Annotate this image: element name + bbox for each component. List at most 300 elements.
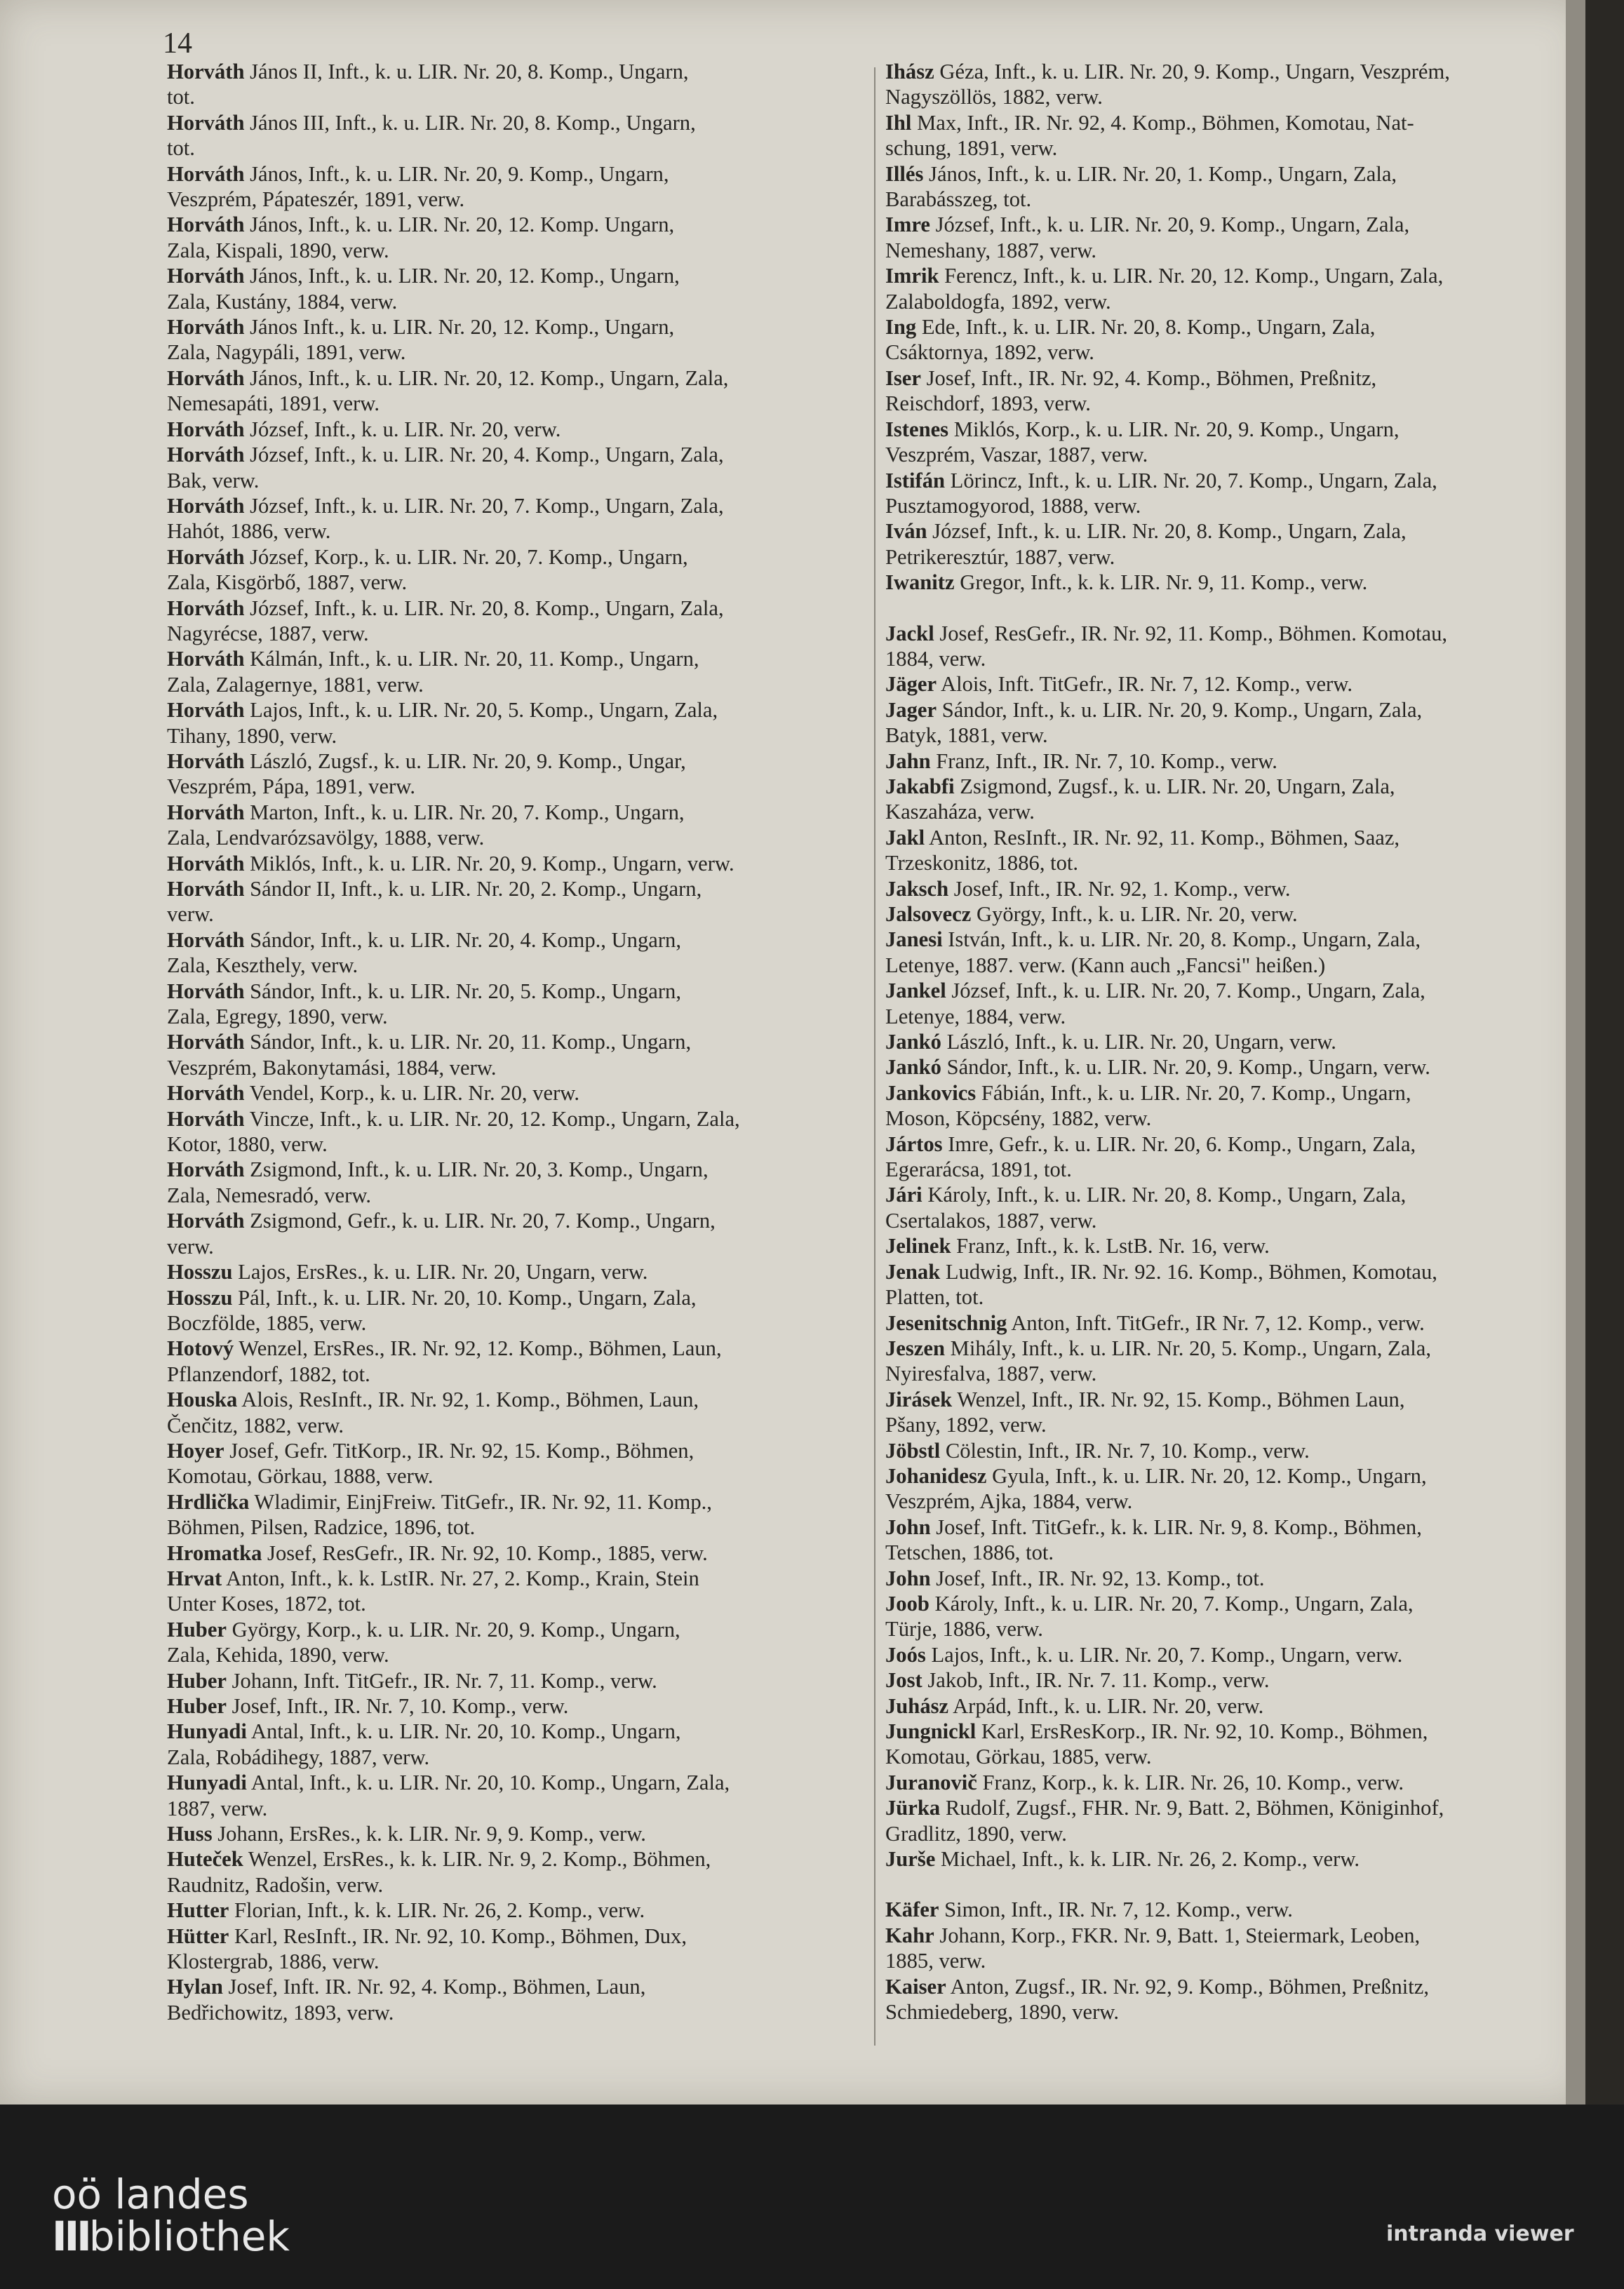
list-entry	[885, 442, 1566, 467]
list-entry	[885, 876, 1566, 901]
entry-details: Kotor, 1880, verw.	[167, 1132, 328, 1157]
entry-details: Kálmán, Inft., k. u. LIR. Nr. 20, 11. Komp., Ungarn,	[244, 647, 699, 671]
list-entry	[167, 468, 868, 493]
list-entry	[167, 1846, 868, 1872]
entry-details: Arpád, Inft., k. u. LIR. Nr. 20, verw.	[948, 1693, 1264, 1718]
entry-surname: Jankó	[885, 1055, 941, 1080]
list-entry	[885, 1897, 1566, 1922]
entry-details: Josef, Inft. TitGefr., k. k. LIR. Nr. 9, 8. Komp., Böhmen,	[930, 1515, 1422, 1539]
list-entry	[885, 799, 1566, 824]
list-entry	[885, 238, 1566, 263]
list-entry	[885, 1719, 1566, 1744]
list-entry	[167, 1872, 868, 1898]
entry-details: Egerarácsa, 1891, tot.	[885, 1157, 1072, 1182]
list-entry	[885, 1438, 1566, 1463]
list-entry	[167, 1132, 868, 1157]
entry-surname: Hromatka	[167, 1540, 262, 1565]
list-entry	[885, 1463, 1566, 1489]
list-entry	[167, 1821, 868, 1846]
entry-details: Ludwig, Inft., IR. Nr. 92. 16. Komp., Böhmen, Komotau,	[940, 1259, 1437, 1284]
entry-details: Batyk, 1881, verw.	[885, 723, 1048, 748]
section-gap	[885, 596, 1566, 621]
entry-details: László, Inft., k. u. LIR. Nr. 20, Ungarn, verw.	[941, 1030, 1336, 1054]
entry-details: Karl, ResInft., IR. Nr. 92, 10. Komp., Böhmen, Dux,	[229, 1924, 687, 1948]
right-column	[885, 59, 1566, 2025]
list-entry	[885, 1284, 1566, 1310]
list-entry	[885, 84, 1566, 109]
entry-details: Kaszaháza, verw.	[885, 800, 1035, 824]
entry-details: Zsigmond, Zugsf., k. u. LIR. Nr. 20, Ungarn, Zala,	[954, 774, 1395, 798]
entry-surname: Jackl	[885, 621, 934, 645]
list-entry	[167, 1719, 868, 1744]
list-entry	[167, 1234, 868, 1259]
entry-details: Komotau, Görkau, 1885, verw.	[885, 1745, 1152, 1769]
entry-details: Gradlitz, 1890, verw.	[885, 1821, 1067, 1846]
entry-details: Veszprém, Bakonytamási, 1884, verw.	[167, 1055, 497, 1080]
list-entry	[167, 1924, 868, 1949]
entry-details: Gregor, Inft., k. k. LIR. Nr. 9, 11. Komp., verw.	[954, 570, 1368, 595]
entry-surname: Hrvat	[167, 1566, 222, 1590]
entry-surname: Kaiser	[885, 1974, 946, 1999]
list-entry	[885, 289, 1566, 314]
entry-details: 1887, verw.	[167, 1796, 268, 1820]
list-entry	[167, 1617, 868, 1642]
entry-details: Lajos, Inft., k. u. LIR. Nr. 20, 5. Komp., Ungarn, Zala,	[244, 698, 718, 723]
entry-surname: Istenes	[885, 417, 949, 441]
entry-details: János III, Inft., k. u. LIR. Nr. 20, 8. Komp., Ungarn,	[244, 110, 696, 135]
entry-details: Johann, Inft. TitGefr., IR. Nr. 7, 11. Komp., verw.	[226, 1668, 657, 1693]
list-entry	[885, 1208, 1566, 1233]
entry-details: Veszprém, Pápa, 1891, verw.	[167, 774, 415, 799]
logo-line-1: oö landes	[52, 2170, 249, 2218]
entry-details: Johann, ErsRes., k. k. LIR. Nr. 9, 9. Komp., verw.	[212, 1822, 646, 1846]
entry-details: Zala, Zalagernye, 1881, verw.	[167, 672, 424, 697]
entry-details: József, Inft., k. u. LIR. Nr. 20, verw.	[244, 417, 561, 441]
entry-details: Zala, Lendvarózsavölgy, 1888, verw.	[167, 826, 485, 850]
entry-surname: Horváth	[167, 979, 245, 1003]
entry-surname: Jager	[885, 697, 937, 722]
list-entry	[885, 825, 1566, 850]
entry-details: Alois, ResInft., IR. Nr. 92, 1. Komp., Böhmen, Laun,	[237, 1388, 699, 1412]
entry-surname: Juranovič	[885, 1770, 977, 1794]
list-entry	[167, 570, 868, 595]
list-entry	[885, 1029, 1566, 1054]
list-entry	[167, 723, 868, 749]
list-entry	[167, 1004, 868, 1029]
entry-surname: Jahn	[885, 749, 931, 773]
list-entry	[885, 570, 1566, 595]
entry-details: Károly, Inft., k. u. LIR. Nr. 20, 7. Komp., Ungarn, Zala,	[929, 1591, 1414, 1616]
entry-surname: Iser	[885, 365, 921, 390]
list-entry	[167, 749, 868, 774]
entry-details: Josef, Inft., IR. Nr. 92, 4. Komp., Böhmen, Preßnitz,	[920, 365, 1377, 390]
list-entry	[885, 1515, 1566, 1540]
list-entry	[885, 1080, 1566, 1106]
entry-surname: Huber	[167, 1668, 227, 1693]
entry-surname: Iván	[885, 519, 927, 544]
entry-surname: Jurše	[885, 1847, 936, 1872]
entry-details: Vendel, Korp., k. u. LIR. Nr. 20, verw.	[244, 1081, 580, 1106]
list-entry	[167, 2000, 868, 2025]
list-entry	[167, 1055, 868, 1080]
entry-surname: Jankel	[885, 979, 946, 1003]
list-entry	[167, 596, 868, 621]
list-entry	[885, 468, 1566, 493]
list-entry	[167, 1898, 868, 1923]
entry-surname: Hylan	[167, 1975, 223, 1999]
entry-surname: Hoyer	[167, 1438, 224, 1463]
entry-surname: Jári	[885, 1183, 922, 1207]
entry-surname: Kahr	[885, 1923, 934, 1947]
list-entry	[167, 1745, 868, 1770]
entry-details: Veszprém, Vaszar, 1887, verw.	[885, 443, 1148, 467]
list-entry	[167, 1770, 868, 1795]
entry-surname: Jelinek	[885, 1234, 951, 1258]
entry-details: Sándor, Inft., k. u. LIR. Nr. 20, 4. Komp., Ungarn,	[244, 927, 681, 952]
list-entry	[167, 1080, 868, 1106]
entry-details: Nagyszöllös, 1882, verw.	[885, 85, 1103, 109]
entry-details: Tetschen, 1886, tot.	[885, 1540, 1054, 1565]
entry-details: János, Inft., k. u. LIR. Nr. 20, 12. Komp. Ungarn,	[244, 213, 675, 237]
entry-surname: Horváth	[167, 1106, 245, 1131]
entry-surname: Jankovics	[885, 1080, 977, 1105]
entry-details: Anton, Inft. TitGefr., IR Nr. 7, 12. Komp., verw.	[1007, 1310, 1425, 1335]
entry-details: Zala, Kehida, 1890, verw.	[167, 1643, 389, 1667]
list-entry	[167, 238, 868, 263]
list-entry	[885, 1132, 1566, 1157]
list-entry	[885, 1999, 1566, 2025]
list-entry	[167, 110, 868, 135]
entry-surname: Horváth	[167, 161, 245, 186]
section-gap	[885, 1872, 1566, 1897]
list-entry	[167, 1259, 868, 1284]
list-entry	[885, 1310, 1566, 1336]
entry-details: Pál, Inft., k. u. LIR. Nr. 20, 10. Komp., Ungarn, Zala,	[232, 1285, 697, 1310]
list-entry	[167, 953, 868, 978]
list-entry	[885, 1182, 1566, 1207]
entry-surname: Illés	[885, 161, 924, 186]
entry-details: Komotau, Görkau, 1888, verw.	[167, 1464, 434, 1489]
entry-details: Max, Inft., IR. Nr. 92, 4. Komp., Böhmen, Komotau, Nat-	[911, 110, 1414, 135]
entry-details: Géza, Inft., k. u. LIR. Nr. 20, 9. Komp., Ungarn, Veszprém,	[934, 60, 1450, 83]
entry-surname: Iwanitz	[885, 570, 955, 595]
list-entry	[885, 1336, 1566, 1361]
entry-details: Miklós, Inft., k. u. LIR. Nr. 20, 9. Komp., Ungarn, verw.	[244, 851, 734, 875]
entry-surname: Imrik	[885, 264, 939, 288]
entry-details: Tihany, 1890, verw.	[167, 723, 337, 748]
entry-details: Wladimir, EinjFreiw. TitGefr., IR. Nr. 92, 11. Komp.,	[249, 1489, 712, 1514]
entry-surname: Istifán	[885, 468, 945, 492]
list-entry	[167, 493, 868, 518]
entry-details: Barabásszeg, tot.	[885, 187, 1032, 212]
entry-details: János II, Inft., k. u. LIR. Nr. 20, 8. Komp., Ungarn,	[244, 60, 689, 83]
entry-details: Sándor, Inft., k. u. LIR. Nr. 20, 9. Komp., Ungarn, Zala,	[937, 697, 1423, 722]
list-entry	[885, 1667, 1566, 1693]
list-entry	[885, 1974, 1566, 1999]
entry-details: Türje, 1886, verw.	[885, 1617, 1043, 1642]
entry-details: József, Korp., k. u. LIR. Nr. 20, 7. Komp., Ungarn,	[244, 544, 688, 569]
entry-surname: Horváth	[167, 213, 245, 237]
left-column	[167, 59, 868, 2025]
entry-details: tot.	[167, 136, 195, 161]
entry-surname: Horváth	[167, 264, 245, 288]
entry-details: József, Inft., k. u. LIR. Nr. 20, 8. Komp., Ungarn, Zala,	[927, 519, 1407, 544]
list-entry	[167, 365, 868, 391]
entry-details: József, Inft., k. u. LIR. Nr. 20, 4. Komp., Ungarn, Zala,	[244, 443, 724, 467]
entry-surname: Jeszen	[885, 1336, 945, 1360]
list-entry	[885, 1106, 1566, 1131]
list-entry	[885, 671, 1566, 697]
list-entry	[167, 417, 868, 442]
entry-surname: Jesenitschnig	[885, 1310, 1007, 1335]
entry-surname: Horváth	[167, 800, 245, 824]
list-entry	[885, 978, 1566, 1003]
entry-details: Csertalakos, 1887, verw.	[885, 1208, 1097, 1233]
list-entry	[885, 723, 1566, 748]
entry-surname: Horváth	[167, 1157, 245, 1182]
logo-line-2	[52, 2213, 290, 2260]
list-entry	[885, 544, 1566, 570]
logo-bars: III	[52, 2213, 89, 2260]
entry-surname: Hunyadi	[167, 1719, 247, 1744]
entry-details: Ede, Inft., k. u. LIR. Nr. 20, 8. Komp., Ungarn, Zala,	[916, 315, 1376, 340]
list-entry	[885, 1387, 1566, 1412]
entry-details: Karl, ErsResKorp., IR. Nr. 92, 10. Komp., Böhmen,	[976, 1719, 1428, 1743]
entry-surname: Jártos	[885, 1132, 943, 1156]
list-entry	[885, 1540, 1566, 1565]
entry-details: József, Inft., k. u. LIR. Nr. 20, 9. Komp., Ungarn, Zala,	[930, 213, 1410, 237]
entry-details: János, Inft., k. u. LIR. Nr. 20, 12. Komp., Ungarn, Zala,	[244, 365, 729, 390]
entry-details: Schmiedeberg, 1890, verw.	[885, 2000, 1120, 2025]
entry-details: Marton, Inft., k. u. LIR. Nr. 20, 7. Komp., Ungarn,	[244, 800, 685, 824]
entry-details: Lajos, ErsRes., k. u. LIR. Nr. 20, Ungarn, verw.	[232, 1260, 648, 1284]
entry-details: János, Inft., k. u. LIR. Nr. 20, 12. Komp., Ungarn,	[244, 264, 680, 288]
list-entry	[167, 340, 868, 365]
entry-details: Pflanzendorf, 1882, tot.	[167, 1362, 370, 1386]
list-entry	[167, 1642, 868, 1667]
entry-details: Zala, Kisgörbő, 1887, verw.	[167, 570, 408, 595]
entry-surname: Horváth	[167, 851, 245, 875]
entry-details: Nyiresfalva, 1887, verw.	[885, 1362, 1097, 1386]
entry-surname: Horváth	[167, 749, 245, 773]
entry-details: Zala, Robádihegy, 1887, verw.	[167, 1745, 430, 1769]
entry-details: Letenye, 1887. verw. (Kann auch „Fancsi" heißen.)	[885, 953, 1326, 977]
entry-details: Klostergrab, 1886, verw.	[167, 1949, 380, 1974]
entry-details: Bak, verw.	[167, 468, 260, 492]
list-entry	[167, 800, 868, 825]
list-entry	[885, 1744, 1566, 1769]
list-entry	[167, 212, 868, 237]
viewer-label[interactable]: intranda viewer	[1386, 2222, 1574, 2246]
entry-details: Raudnitz, Radošin, verw.	[167, 1872, 384, 1897]
list-entry	[885, 621, 1566, 646]
entry-details: Mihály, Inft., k. u. LIR. Nr. 20, 5. Komp., Ungarn, Zala,	[944, 1336, 1432, 1360]
list-entry	[885, 774, 1566, 799]
entry-details: János, Inft., k. u. LIR. Nr. 20, 1. Komp., Ungarn, Zala,	[923, 161, 1397, 186]
entry-surname: Horváth	[167, 365, 245, 390]
list-entry	[885, 1489, 1566, 1514]
entry-surname: Horváth	[167, 1209, 245, 1233]
list-entry	[167, 621, 868, 646]
entry-details: 1884, verw.	[885, 646, 986, 671]
list-entry	[167, 672, 868, 697]
entry-details: Sándor, Inft., k. u. LIR. Nr. 20, 11. Komp., Ungarn,	[244, 1030, 692, 1054]
list-entry	[885, 263, 1566, 288]
entry-surname: John	[885, 1566, 931, 1590]
list-entry	[885, 365, 1566, 391]
entry-details: Trzeskonitz, 1886, tot.	[885, 851, 1079, 875]
list-entry	[167, 1387, 868, 1412]
entry-surname: Ihász	[885, 60, 934, 83]
entry-surname: Käfer	[885, 1898, 939, 1922]
list-entry	[167, 1489, 868, 1515]
list-entry	[167, 1693, 868, 1719]
list-entry	[167, 84, 868, 109]
list-entry	[885, 59, 1566, 84]
list-entry	[885, 1004, 1566, 1029]
entry-surname: Horváth	[167, 596, 245, 620]
entry-surname: Horváth	[167, 544, 245, 569]
entry-surname: Ihl	[885, 110, 912, 135]
entry-surname: Horváth	[167, 698, 245, 723]
entry-surname: Jürka	[885, 1796, 941, 1820]
entry-details: Lajos, Inft., k. u. LIR. Nr. 20, 7. Komp., Ungarn, verw.	[925, 1642, 1403, 1667]
entry-surname: Horváth	[167, 417, 245, 441]
entry-details: Ferencz, Inft., k. u. LIR. Nr. 20, 12. Komp., Ungarn, Zala,	[939, 264, 1444, 288]
entry-details: Zsigmond, Inft., k. u. LIR. Nr. 20, 3. Komp., Ungarn,	[244, 1157, 709, 1182]
entry-details: Josef, Gefr. TitKorp., IR. Nr. 92, 15. Komp., Böhmen,	[224, 1438, 694, 1463]
entry-surname: Jost	[885, 1668, 922, 1693]
list-entry	[167, 697, 868, 723]
list-entry	[885, 1054, 1566, 1080]
entry-surname: Jungnickl	[885, 1719, 977, 1743]
list-entry	[885, 340, 1566, 365]
list-entry	[885, 161, 1566, 187]
entry-details: Károly, Inft., k. u. LIR. Nr. 20, 8. Komp., Ungarn, Zala,	[922, 1183, 1407, 1207]
entry-surname: Hütter	[167, 1924, 229, 1948]
list-entry	[167, 1413, 868, 1438]
list-entry	[885, 1846, 1566, 1872]
entry-details: Zala, Egregy, 1890, verw.	[167, 1005, 388, 1029]
entry-details: Letenye, 1884, verw.	[885, 1004, 1066, 1028]
entry-details: Zala, Kustány, 1884, verw.	[167, 289, 398, 314]
entry-details: József, Inft., k. u. LIR. Nr. 20, 8. Komp., Ungarn, Zala,	[244, 596, 724, 620]
entry-surname: Jenak	[885, 1259, 941, 1284]
list-entry	[885, 1616, 1566, 1642]
entry-details: Boczfölde, 1885, verw.	[167, 1310, 367, 1335]
entry-details: Wenzel, ErsRes., IR. Nr. 92, 12. Komp., Böhmen, Laun,	[234, 1336, 722, 1361]
list-entry	[885, 1693, 1566, 1719]
entry-details: Nemeshany, 1887, verw.	[885, 238, 1097, 262]
entry-details: Zala, Nemesradó, verw.	[167, 1183, 372, 1207]
list-entry	[885, 1591, 1566, 1616]
logo-text: bibliothek	[88, 2213, 290, 2260]
entry-details: Imre, Gefr., k. u. LIR. Nr. 20, 6. Komp., Ungarn, Zala,	[942, 1132, 1416, 1156]
list-entry	[885, 749, 1566, 774]
entry-surname: Hunyadi	[167, 1771, 247, 1795]
list-entry	[885, 1157, 1566, 1182]
entry-surname: Jankó	[885, 1030, 941, 1054]
entry-details: Zala, Kispali, 1890, verw.	[167, 238, 389, 262]
list-entry	[167, 1796, 868, 1821]
entry-details: Anton, Inft., k. k. LstIR. Nr. 27, 2. Komp., Krain, Stein	[222, 1566, 699, 1590]
list-entry	[167, 518, 868, 544]
entry-surname: Jäger	[885, 672, 937, 697]
entry-surname: Hutter	[167, 1898, 229, 1923]
entry-details: Antal, Inft., k. u. LIR. Nr. 20, 10. Komp., Ungarn,	[246, 1719, 681, 1744]
list-entry	[885, 1770, 1566, 1795]
entry-details: Josef, Inft. IR. Nr. 92, 4. Komp., Böhmen, Laun,	[222, 1975, 646, 1999]
entry-details: Lörincz, Inft., k. u. LIR. Nr. 20, 7. Komp., Ungarn, Zala,	[945, 468, 1437, 492]
entry-details: Alois, Inft. TitGefr., IR. Nr. 7, 12. Komp., verw.	[937, 672, 1353, 697]
list-entry	[885, 135, 1566, 161]
entry-details: Cölestin, Inft., IR. Nr. 7, 10. Komp., verw.	[940, 1438, 1310, 1463]
entry-details: János, Inft., k. u. LIR. Nr. 20, 9. Komp., Ungarn,	[244, 161, 669, 186]
list-entry	[885, 1233, 1566, 1258]
entry-details: Zala, Keszthely, verw.	[167, 953, 358, 978]
entry-surname: Hotový	[167, 1336, 234, 1361]
entry-details: Nemesapáti, 1891, verw.	[167, 391, 380, 416]
list-entry	[167, 1157, 868, 1182]
entry-surname: Janesi	[885, 927, 943, 952]
entry-details: Gyula, Inft., k. u. LIR. Nr. 20, 12. Komp., Ungarn,	[986, 1463, 1427, 1488]
entry-surname: Huber	[167, 1694, 227, 1718]
library-logo[interactable]	[52, 2170, 290, 2260]
list-entry	[167, 646, 868, 671]
list-entry	[885, 1821, 1566, 1846]
list-entry	[167, 1208, 868, 1233]
list-entry	[167, 391, 868, 416]
entry-details: tot.	[167, 85, 195, 109]
list-entry	[167, 927, 868, 953]
entry-details: Rudolf, Zugsf., FHR. Nr. 9, Batt. 2, Böhmen, Königinhof,	[940, 1796, 1444, 1820]
entry-surname: Jirásek	[885, 1387, 953, 1411]
entry-surname: Jaksch	[885, 876, 949, 901]
entry-surname: Jöbstl	[885, 1438, 941, 1463]
entry-surname: Horváth	[167, 1081, 245, 1106]
list-entry	[167, 263, 868, 288]
entry-surname: Johanidesz	[885, 1463, 987, 1488]
entry-details: Franz, Inft., k. k. LstB. Nr. 16, verw.	[951, 1234, 1270, 1258]
entry-details: László, Zugsf., k. u. LIR. Nr. 20, 9. Komp., Ungar,	[244, 749, 686, 773]
page-number: 14	[163, 27, 192, 60]
list-entry	[167, 1668, 868, 1693]
list-entry	[167, 1310, 868, 1336]
list-entry	[885, 1642, 1566, 1667]
column-divider	[874, 67, 875, 2046]
entry-details: Platten, tot.	[885, 1285, 984, 1310]
list-entry	[167, 1515, 868, 1540]
list-entry	[885, 1923, 1566, 1948]
entry-details: Vincze, Inft., k. u. LIR. Nr. 20, 12. Komp., Ungarn, Zala,	[244, 1106, 740, 1131]
entry-details: István, Inft., k. u. LIR. Nr. 20, 8. Komp., Ungarn, Zala,	[942, 927, 1421, 952]
entry-surname: Joob	[885, 1591, 930, 1616]
entry-details: József, Inft., k. u. LIR. Nr. 20, 7. Komp., Ungarn, Zala,	[946, 979, 1425, 1003]
entry-surname: Jakabfi	[885, 774, 955, 798]
entry-details: Sándor II, Inft., k. u. LIR. Nr. 20, 2. Komp., Ungarn,	[244, 877, 702, 901]
entry-surname: Ing	[885, 315, 917, 340]
list-entry	[167, 876, 868, 901]
list-entry	[885, 697, 1566, 723]
entry-details: Florian, Inft., k. k. LIR. Nr. 26, 2. Komp., verw.	[229, 1898, 645, 1923]
entry-details: Bedřichowitz, 1893, verw.	[167, 2000, 394, 2025]
entry-details: Pusztamogyorod, 1888, verw.	[885, 493, 1141, 518]
entry-details: Fábián, Inft., k. u. LIR. Nr. 20, 7. Komp., Ungarn,	[976, 1080, 1411, 1105]
entry-details: Zala, Nagypáli, 1891, verw.	[167, 340, 406, 365]
entry-details: Josef, Inft., IR. Nr. 92, 13. Komp., tot.	[930, 1566, 1265, 1590]
entry-surname: Hrdlička	[167, 1489, 250, 1514]
entry-surname: Horváth	[167, 60, 245, 83]
